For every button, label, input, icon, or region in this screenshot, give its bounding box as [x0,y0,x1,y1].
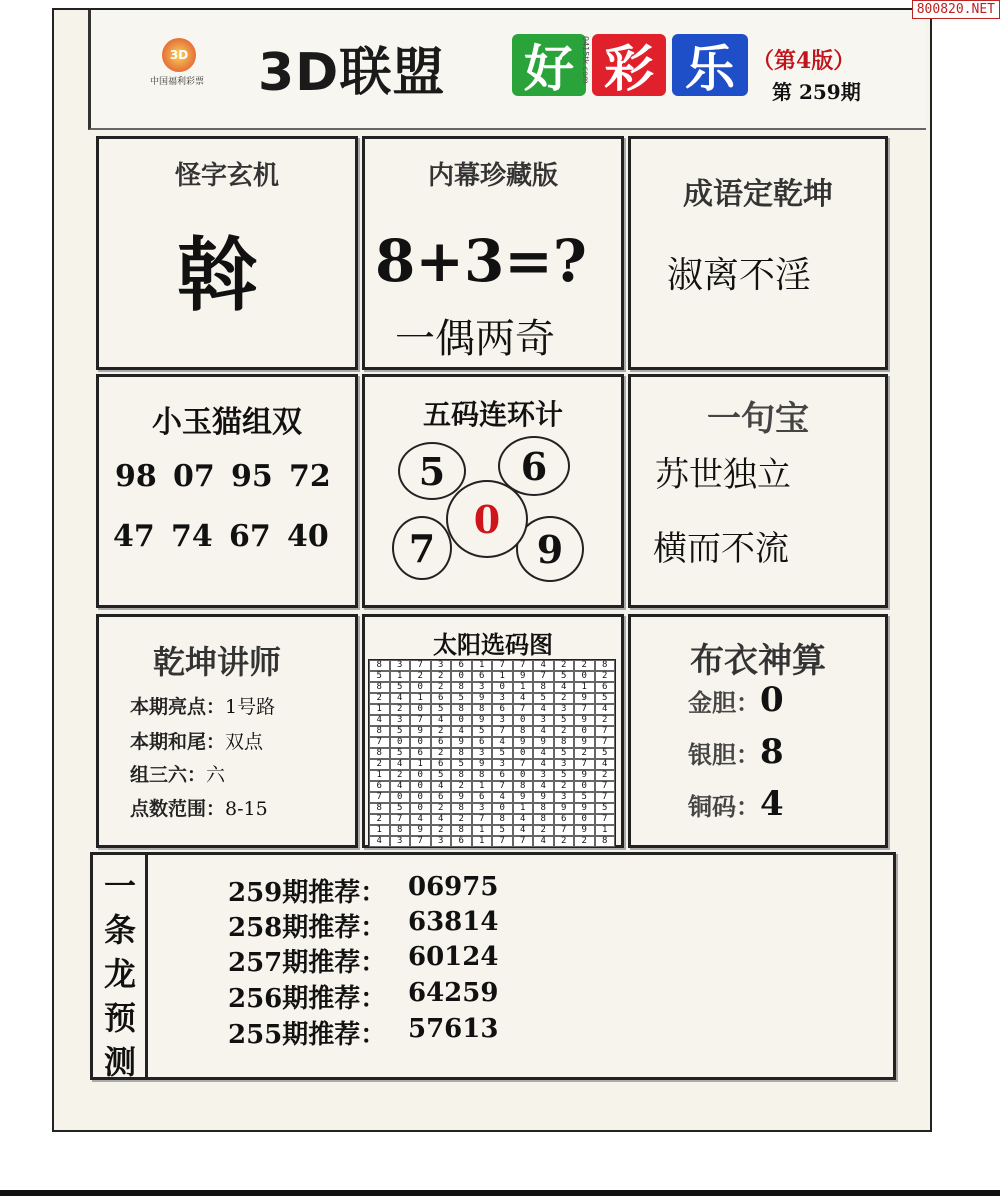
grid-cell: 8 [369,726,390,737]
grid-cell: 1 [472,781,493,792]
grid-cell: 2 [431,748,452,759]
grid-cell: 7 [513,704,534,715]
grid-cell: 5 [492,825,513,836]
grid-cell: 6 [431,792,452,803]
grid-cell: 9 [574,737,595,748]
brand-char-joy: 乐 [672,34,748,96]
code-circle: 7 [392,516,452,580]
grid-cell: 7 [390,814,411,825]
grid-cell: 7 [513,836,534,847]
code-circle-center: 0 [446,480,528,558]
item-value: 1号路 [225,696,276,718]
grid-cell: 7 [492,726,513,737]
grid-cell: 2 [554,781,575,792]
grid-cell: 3 [533,715,554,726]
grid-cell: 4 [369,836,390,847]
grid-cell: 0 [574,781,595,792]
grid-cell: 7 [472,814,493,825]
grid-cell: 5 [431,770,452,781]
grid-cell: 6 [492,770,513,781]
grid-cell: 9 [472,693,493,704]
grid-cell: 7 [492,836,513,847]
recommended-number: 63814 [408,907,499,937]
bottom-rule [0,1190,1000,1196]
grid-cell: 3 [431,836,452,847]
grid-cell: 9 [554,803,575,814]
grid-cell: 2 [390,770,411,781]
grid-cell: 1 [390,671,411,682]
pair-row-1 [115,459,347,494]
grid-cell: 6 [431,759,452,770]
grid-cell: 5 [390,748,411,759]
grid-cell: 5 [431,704,452,715]
grid-cell: 2 [451,781,472,792]
grid-cell: 7 [554,825,575,836]
grid-cells [368,659,616,847]
grid-cell: 8 [451,770,472,781]
grid-cell: 3 [554,704,575,715]
grid-cell: 1 [472,660,493,671]
recommendation-row [228,907,499,944]
grid-cell: 3 [472,682,493,693]
grid-cell: 2 [595,770,616,781]
grid-cell: 7 [410,836,431,847]
grid-cell: 8 [451,682,472,693]
grid-cell: 5 [554,770,575,781]
grid-cell: 7 [492,660,513,671]
grid-cell: 4 [431,781,452,792]
grid-cell: 0 [410,792,431,803]
grid-cell: 9 [513,737,534,748]
page-title: 3D联盟 [258,43,446,103]
item-label: 点数范围： [130,798,226,820]
label-char: 预 [103,999,136,1037]
item-value: 8-15 [225,798,268,820]
grid-cell: 2 [574,836,595,847]
code-circle: 6 [498,436,570,496]
grid-cell: 4 [390,693,411,704]
grid-cell: 3 [492,715,513,726]
grid-cell: 9 [472,759,493,770]
grid-cell: 8 [595,660,616,671]
grid-cell: 3 [390,715,411,726]
grid-cell: 7 [595,814,616,825]
pair-number: 40 [287,519,329,554]
grid-cell: 1 [369,825,390,836]
grid-cell: 8 [472,770,493,781]
grid-cell: 8 [369,803,390,814]
grid-cell: 8 [369,748,390,759]
panel-inner-collection [362,136,624,370]
panel-title: 成语定乾坤 [683,177,833,212]
grid-cell: 0 [410,737,431,748]
grid-cell: 4 [595,759,616,770]
teacher-item [130,692,275,719]
item-value: 双点 [225,731,264,753]
grid-cell: 0 [513,715,534,726]
grid-cell: 2 [574,660,595,671]
grid-cell: 7 [513,660,534,671]
grid-cell: 5 [595,693,616,704]
teacher-item [130,760,225,787]
grid-cell: 3 [472,803,493,814]
grid-cell: 4 [554,682,575,693]
period-label: 258期推荐： [228,913,387,943]
grid-cell: 4 [513,693,534,704]
phrase-line-1: 苏世独立 [655,455,791,495]
panel-title: 五码连环计 [422,398,563,431]
grid-cell: 2 [390,704,411,715]
grid-cell: 5 [451,693,472,704]
grid-cell: 6 [369,781,390,792]
grid-cell: 7 [369,792,390,803]
grid-cell: 5 [390,682,411,693]
grid-cell: 4 [513,814,534,825]
item-value: 六 [206,764,226,786]
grid-cell: 6 [472,792,493,803]
grid-cell: 2 [533,825,554,836]
grid-cell: 7 [492,781,513,792]
grid-cell: 4 [369,715,390,726]
grid-cell: 9 [410,825,431,836]
grid-cell: 7 [595,737,616,748]
pair-number: 72 [289,459,331,494]
grid-cell: 9 [513,671,534,682]
grid-cell: 7 [410,660,431,671]
grid-cell: 8 [533,682,554,693]
panel-treasure-phrase [628,374,888,608]
panel-cat-pairs [96,374,358,608]
recommended-number: 57613 [408,1014,499,1044]
item-value: 0 [760,680,784,720]
grid-cell: 0 [492,682,513,693]
grid-cell: 9 [533,737,554,748]
grid-cell: 2 [369,814,390,825]
grid-cell: 0 [574,814,595,825]
grid-cell: 0 [492,803,513,814]
grid-cell: 6 [595,682,616,693]
grid-cell: 0 [390,792,411,803]
code-circle: 5 [398,442,466,500]
grid-cell: 0 [574,726,595,737]
grid-cell: 3 [390,660,411,671]
grid-cell: 1 [369,770,390,781]
recommended-number: 06975 [408,872,499,902]
grid-cell: 4 [533,704,554,715]
grid-cell: 6 [451,660,472,671]
item-label: 银胆： [688,741,760,769]
panel-title: 内幕珍藏版 [427,161,558,191]
recommended-number: 60124 [408,942,499,972]
grid-cell: 3 [492,759,513,770]
grid-cell: 6 [431,737,452,748]
teacher-item [130,794,268,821]
label-char: 龙 [103,955,136,993]
edition-label: （第4版） [752,48,856,74]
grid-cell: 9 [451,737,472,748]
grid-cell: 4 [451,726,472,737]
grid-cell: 2 [554,660,575,671]
grid-cell: 2 [431,726,452,737]
grid-cell: 0 [390,737,411,748]
grid-cell: 8 [533,803,554,814]
grid-cell: 5 [574,792,595,803]
label-divider [145,855,148,1077]
lottery-logo [122,38,232,90]
teacher-item [130,727,263,754]
grid-cell: 7 [595,781,616,792]
grid-cell: 5 [595,803,616,814]
panel-title: 布衣神算 [690,641,826,681]
pair-number: 74 [171,519,213,554]
fortune-item [688,732,784,772]
grid-cell: 0 [451,715,472,726]
grid-cell: 7 [574,759,595,770]
grid-cell: 4 [533,726,554,737]
dragon-label [100,864,140,1084]
grid-cell: 5 [369,671,390,682]
grid-cell: 5 [390,726,411,737]
grid-cell: 2 [595,671,616,682]
grid-cell: 8 [472,704,493,715]
panel-title: 小玉猫组双 [152,405,302,440]
idiom-text: 淑离不淫 [667,255,812,296]
grid-cell: 4 [533,660,554,671]
grid-cell: 8 [554,737,575,748]
grid-cell: 2 [554,836,575,847]
grid-cell: 2 [431,671,452,682]
grid-cell: 6 [492,704,513,715]
sun-number-grid [368,659,616,847]
grid-cell: 2 [431,682,452,693]
grid-cell: 5 [492,748,513,759]
grid-cell: 9 [451,792,472,803]
grid-cell: 4 [513,825,534,836]
grid-cell: 6 [472,737,493,748]
grid-cell: 7 [574,704,595,715]
grid-cell: 7 [595,726,616,737]
grid-cell: 9 [574,825,595,836]
panel-title: 乾坤讲师 [152,643,281,681]
panel-strange-char [96,136,358,370]
grid-cell: 0 [513,770,534,781]
grid-cell: 1 [513,803,534,814]
grid-cell: 9 [574,693,595,704]
fortune-item [688,784,784,824]
grid-cell: 8 [595,836,616,847]
grid-cell: 1 [492,671,513,682]
logo-badge: 3D [162,38,196,72]
panel-title: 太阳选码图 [433,631,553,659]
grid-cell: 1 [513,682,534,693]
grid-cell: 5 [595,748,616,759]
grid-cell: 6 [554,814,575,825]
item-label: 本期亮点： [130,696,226,718]
code-circle: 9 [516,516,584,582]
item-value: 4 [760,784,784,824]
pair-number: 07 [173,459,215,494]
label-char: 测 [103,1043,136,1081]
grid-cell: 4 [492,792,513,803]
parity-hint: 一偶两奇 [395,316,555,362]
grid-cell: 4 [595,704,616,715]
item-label: 铜码： [688,793,760,821]
grid-cell: 2 [431,825,452,836]
item-label: 组三六： [130,764,207,786]
grid-cell: 4 [431,715,452,726]
mystery-character: 斡 [177,228,257,322]
grid-cell: 4 [533,781,554,792]
grid-cell: 0 [410,704,431,715]
grid-cell: 7 [369,737,390,748]
period-label: 259期推荐： [228,878,387,908]
grid-cell: 3 [533,770,554,781]
grid-cell: 8 [533,814,554,825]
grid-cell: 5 [472,726,493,737]
item-label: 金胆： [688,689,760,717]
grid-cell: 4 [533,748,554,759]
grid-cell: 8 [451,748,472,759]
period-label: 256期推荐： [228,984,387,1014]
item-value: 8 [760,732,784,772]
fortune-item [688,680,784,720]
grid-cell: 3 [492,693,513,704]
grid-cell: 8 [369,682,390,693]
grid-cell: 8 [390,825,411,836]
panel-title: 怪字玄机 [174,161,279,191]
recommendation-row [228,1014,499,1051]
grid-cell: 2 [369,693,390,704]
grid-cell: 5 [554,748,575,759]
grid-cell: 0 [410,682,431,693]
brand-block [512,34,748,96]
pair-number: 67 [229,519,271,554]
brand-site: 0415tk.com [581,36,590,84]
grid-cell: 2 [554,693,575,704]
grid-cell: 9 [574,803,595,814]
grid-cell: 1 [369,704,390,715]
recommendation-row [228,872,499,909]
site-watermark: 800820.NET [912,0,1000,19]
grid-cell: 7 [595,792,616,803]
grid-cell: 2 [451,814,472,825]
grid-cell: 6 [451,836,472,847]
panel-idiom [628,136,888,370]
grid-cell: 1 [595,825,616,836]
brand-char-color: 彩 [592,34,666,96]
grid-cell: 8 [451,704,472,715]
pair-number: 47 [113,519,155,554]
grid-cell: 0 [410,781,431,792]
grid-cell: 1 [410,693,431,704]
grid-cell: 1 [472,836,493,847]
pair-row-2 [113,519,345,554]
grid-cell: 1 [410,759,431,770]
grid-cell: 4 [390,781,411,792]
grid-cell: 2 [554,726,575,737]
grid-cell: 8 [369,660,390,671]
grid-cell: 7 [513,759,534,770]
grid-cell: 7 [410,715,431,726]
grid-cell: 2 [431,803,452,814]
grid-cell: 4 [492,737,513,748]
grid-cell: 5 [451,759,472,770]
grid-cell: 4 [390,759,411,770]
grid-cell: 8 [513,726,534,737]
grid-cell: 1 [472,825,493,836]
grid-cell: 4 [533,759,554,770]
issue-number: 第 259期 [772,80,861,104]
brand-char-good: 好 [512,34,586,96]
grid-cell: 9 [533,792,554,803]
grid-cell: 9 [574,715,595,726]
grid-cell: 2 [595,715,616,726]
panel-title: 一句宝 [707,399,809,439]
grid-cell: 0 [574,671,595,682]
grid-cell: 8 [513,781,534,792]
grid-cell: 4 [431,814,452,825]
recommendation-row [228,942,499,979]
grid-cell: 5 [390,803,411,814]
period-label: 255期推荐： [228,1020,387,1050]
grid-cell: 0 [410,803,431,814]
grid-cell: 5 [533,693,554,704]
recommendation-row [228,978,499,1015]
grid-cell: 6 [410,748,431,759]
grid-cell: 0 [410,770,431,781]
grid-cell: 8 [451,825,472,836]
grid-cell: 3 [554,759,575,770]
grid-cell: 4 [410,814,431,825]
grid-cell: 9 [574,770,595,781]
grid-cell: 3 [554,792,575,803]
grid-cell: 0 [451,671,472,682]
grid-cell: 7 [533,671,554,682]
period-label: 257期推荐： [228,948,387,978]
pair-number: 95 [231,459,273,494]
grid-cell: 6 [472,671,493,682]
grid-cell: 9 [410,726,431,737]
grid-cell: 9 [472,715,493,726]
grid-cell: 8 [451,803,472,814]
item-label: 本期和尾： [130,731,226,753]
grid-cell: 1 [574,682,595,693]
label-char: 一 [103,867,136,905]
grid-cell: 2 [574,748,595,759]
phrase-line-2: 横而不流 [653,529,789,569]
grid-cell: 2 [369,759,390,770]
pair-number: 98 [115,459,157,494]
grid-cell: 6 [431,693,452,704]
grid-cell: 5 [554,715,575,726]
grid-cell: 9 [513,792,534,803]
grid-cell: 3 [431,660,452,671]
grid-cell: 3 [472,748,493,759]
grid-cell: 8 [492,814,513,825]
grid-cell: 2 [410,671,431,682]
recommended-number: 64259 [408,978,499,1008]
grid-cell: 5 [554,671,575,682]
logo-text: 中国福利彩票 [149,77,204,87]
grid-cell: 3 [390,836,411,847]
label-char: 条 [103,911,136,949]
grid-cell: 0 [513,748,534,759]
equation-puzzle: 8+3=? [375,227,587,295]
grid-cell: 4 [533,836,554,847]
